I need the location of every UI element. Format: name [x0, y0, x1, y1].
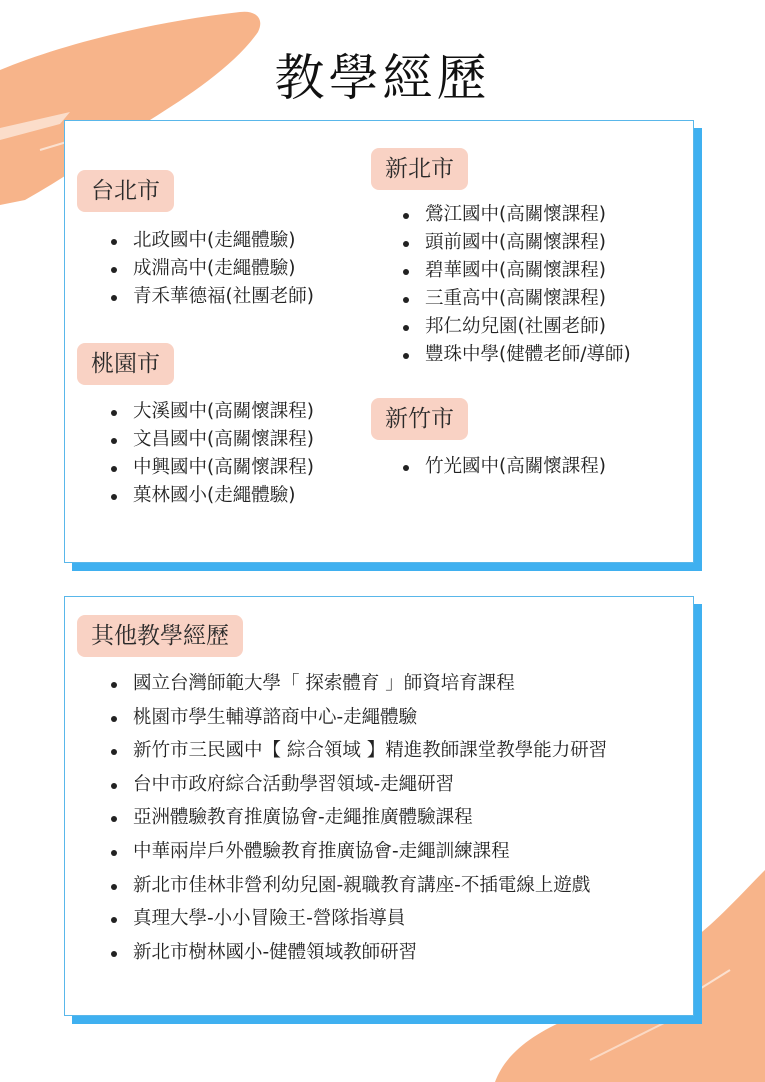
list-item: 頭前國中(高關懷課程)	[403, 229, 631, 257]
new-taipei-list	[403, 201, 631, 369]
list-item: 青禾華德福(社團老師)	[111, 283, 314, 311]
region-label-taipei: 台北市	[77, 170, 174, 212]
list-item: 台中市政府綜合活動學習領域-走繩研習	[111, 768, 607, 802]
list-item: 鶯江國中(高關懷課程)	[403, 201, 631, 229]
list-item: 亞洲體驗教育推廣協會-走繩推廣體驗課程	[111, 801, 607, 835]
list-item: 大溪國中(高關懷課程)	[111, 398, 314, 426]
region-label-new-taipei: 新北市	[371, 148, 468, 190]
section-label-other: 其他教學經歷	[77, 615, 243, 657]
region-card	[64, 120, 694, 563]
list-item: 新北市樹林國小-健體領域教師研習	[111, 936, 607, 970]
list-item: 桃園市學生輔導諮商中心-走繩體驗	[111, 701, 607, 735]
list-item: 竹光國中(高關懷課程)	[403, 453, 606, 481]
page-title: 教學經歷	[274, 49, 491, 107]
list-item: 碧華國中(高關懷課程)	[403, 257, 631, 285]
region-label-taoyuan: 桃園市	[77, 343, 174, 385]
list-item: 文昌國中(高關懷課程)	[111, 426, 314, 454]
region-label-hsinchu: 新竹市	[371, 398, 468, 440]
hsinchu-list	[403, 453, 606, 481]
list-item: 豐珠中學(健體老師/導師)	[403, 341, 631, 369]
taipei-list	[111, 227, 314, 311]
taoyuan-list	[111, 398, 314, 510]
list-item: 新北市佳林非營利幼兒園-親職教育講座-不插電線上遊戲	[111, 869, 607, 903]
list-item: 新竹市三民國中【 綜合領域 】精進教師課堂教學能力研習	[111, 734, 607, 768]
list-item: 北政國中(走繩體驗)	[111, 227, 314, 255]
list-item: 三重高中(高關懷課程)	[403, 285, 631, 313]
list-item: 中華兩岸戶外體驗教育推廣協會-走繩訓練課程	[111, 835, 607, 869]
other-experience-list	[111, 667, 607, 969]
list-item: 國立台灣師範大學「 探索體育 」師資培育課程	[111, 667, 607, 701]
list-item: 邦仁幼兒園(社團老師)	[403, 313, 631, 341]
other-experience-card	[64, 596, 694, 1016]
list-item: 中興國中(高關懷課程)	[111, 454, 314, 482]
list-item: 菓林國小(走繩體驗)	[111, 482, 314, 510]
list-item: 真理大學-小小冒險王-營隊指導員	[111, 902, 607, 936]
list-item: 成淵高中(走繩體驗)	[111, 255, 314, 283]
